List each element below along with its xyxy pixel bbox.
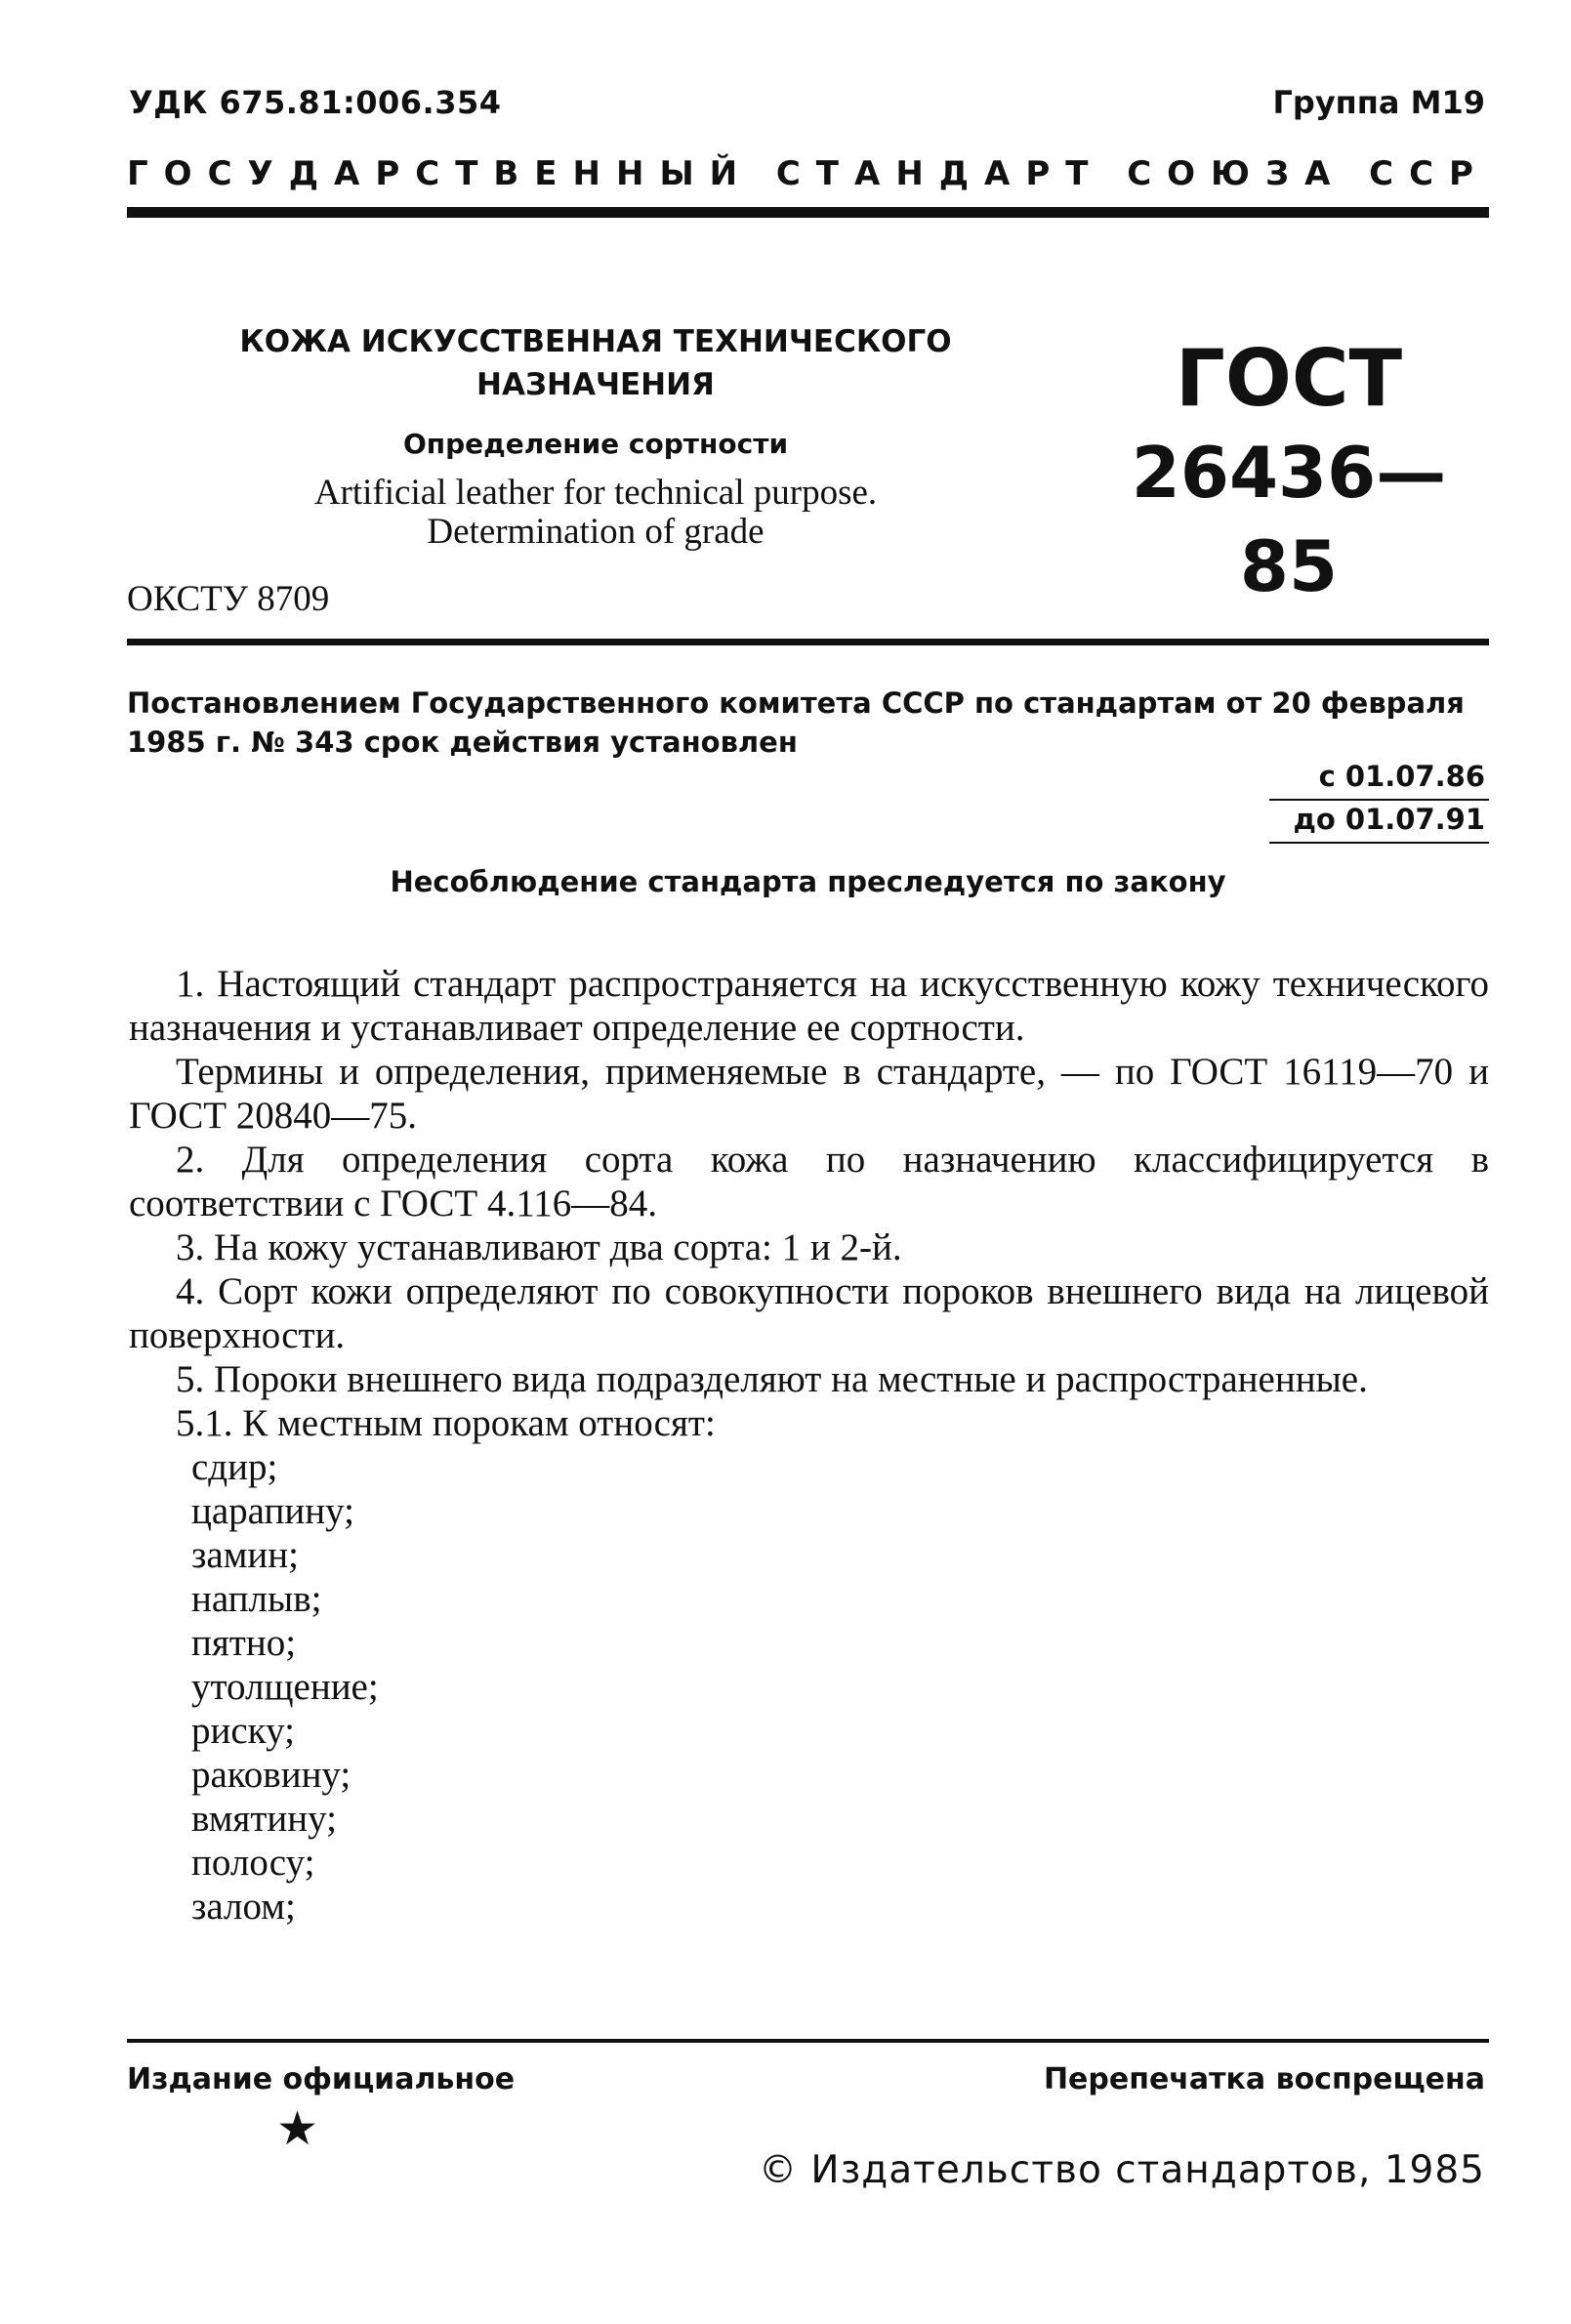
banner-word: СОЮЗА xyxy=(1127,154,1346,193)
copyright-line: © Издательство стандартов, 1985 xyxy=(759,2148,1485,2192)
list-item: раковину; xyxy=(191,1754,351,1796)
header-rule xyxy=(127,207,1489,218)
title-rule xyxy=(127,639,1489,645)
udk-code: УДК 675.81:006.354 xyxy=(129,84,502,121)
list-item: залом; xyxy=(191,1886,296,1928)
paragraph: 2. Для определения сорта кожа по назначению классифицируется в соответствии с ГОСТ 4.116—84. xyxy=(129,1139,1489,1224)
gost-number: 26436—85 xyxy=(1131,432,1447,607)
star-icon: ★ xyxy=(276,2101,319,2156)
oksty-code: ОКСТУ 8709 xyxy=(127,579,330,619)
paragraph: 3. На кожу устанавливают два сорта: 1 и 2-й. xyxy=(176,1226,902,1268)
paragraph: Термины и определения, применяемые в стандарте, — по ГОСТ 16119—70 и ГОСТ 20840—75. xyxy=(129,1051,1489,1137)
list-item: риску; xyxy=(191,1710,295,1752)
list-item: утолщение; xyxy=(191,1666,379,1708)
reprint-prohibited-label: Перепечатка воспрещена xyxy=(1043,2062,1485,2096)
banner-word: ГОСУДАРСТВЕННЫЙ xyxy=(127,154,754,193)
decree-text: Постановлением Государственного комитета СССР по стандартам от 20 февраля 1985 г. № 343 срок действия установлен xyxy=(127,686,1465,759)
effective-to-date: до 01.07.91 xyxy=(1293,803,1485,836)
list-item: пятно; xyxy=(191,1622,297,1664)
gost-label: ГОСТ xyxy=(1175,333,1403,424)
list-item: царапину; xyxy=(191,1490,354,1532)
paragraph: 5.1. К местным порокам относят: xyxy=(176,1402,716,1444)
body-text xyxy=(129,962,1489,1929)
paragraph: 5. Пороки внешнего вида подразделяют на местные и распространенные. xyxy=(176,1358,1368,1400)
title-en xyxy=(234,474,957,552)
gost-designation xyxy=(1084,332,1494,613)
list-item: сдир; xyxy=(191,1446,278,1488)
title-ru xyxy=(234,320,957,406)
footer-rule xyxy=(127,2039,1489,2043)
legal-notice: Несоблюдение стандарта преследуется по закону xyxy=(390,865,1226,898)
title-ru-line1: КОЖА ИСКУССТВЕННАЯ ТЕХНИЧЕСКОГО xyxy=(239,324,952,359)
official-edition-label: Издание официальное xyxy=(127,2062,516,2096)
effective-from-date: с 01.07.86 xyxy=(1318,760,1485,793)
dates-underline xyxy=(1269,842,1489,844)
list-item: полосу; xyxy=(191,1842,315,1884)
dates-divider xyxy=(1269,799,1489,801)
list-item: замин; xyxy=(191,1534,299,1576)
standard-banner xyxy=(127,154,1489,193)
banner-word: СТАНДАРТ xyxy=(775,154,1104,193)
list-item: вмятину; xyxy=(191,1798,337,1840)
paragraph: 1. Настоящий стандарт распространяется на искусственную кожу технического назначения и устанавливает определение ее сортности. xyxy=(129,963,1489,1049)
paragraph: 4. Сорт кожи определяют по совокупности пороков внешнего вида на лицевой поверхности. xyxy=(129,1270,1489,1356)
defect-list xyxy=(129,1445,1489,1929)
title-en-line2: Determination of grade xyxy=(427,512,765,552)
title-ru-line2: НАЗНАЧЕНИЯ xyxy=(476,367,715,402)
banner-word: ССР xyxy=(1369,154,1489,193)
title-block xyxy=(234,320,957,552)
list-item: наплыв; xyxy=(191,1578,322,1620)
group-code: Группа М19 xyxy=(1272,84,1485,121)
title-en-line1: Artificial leather for technical purpose. xyxy=(313,473,878,513)
subtitle-ru: Определение сортности xyxy=(402,428,789,460)
